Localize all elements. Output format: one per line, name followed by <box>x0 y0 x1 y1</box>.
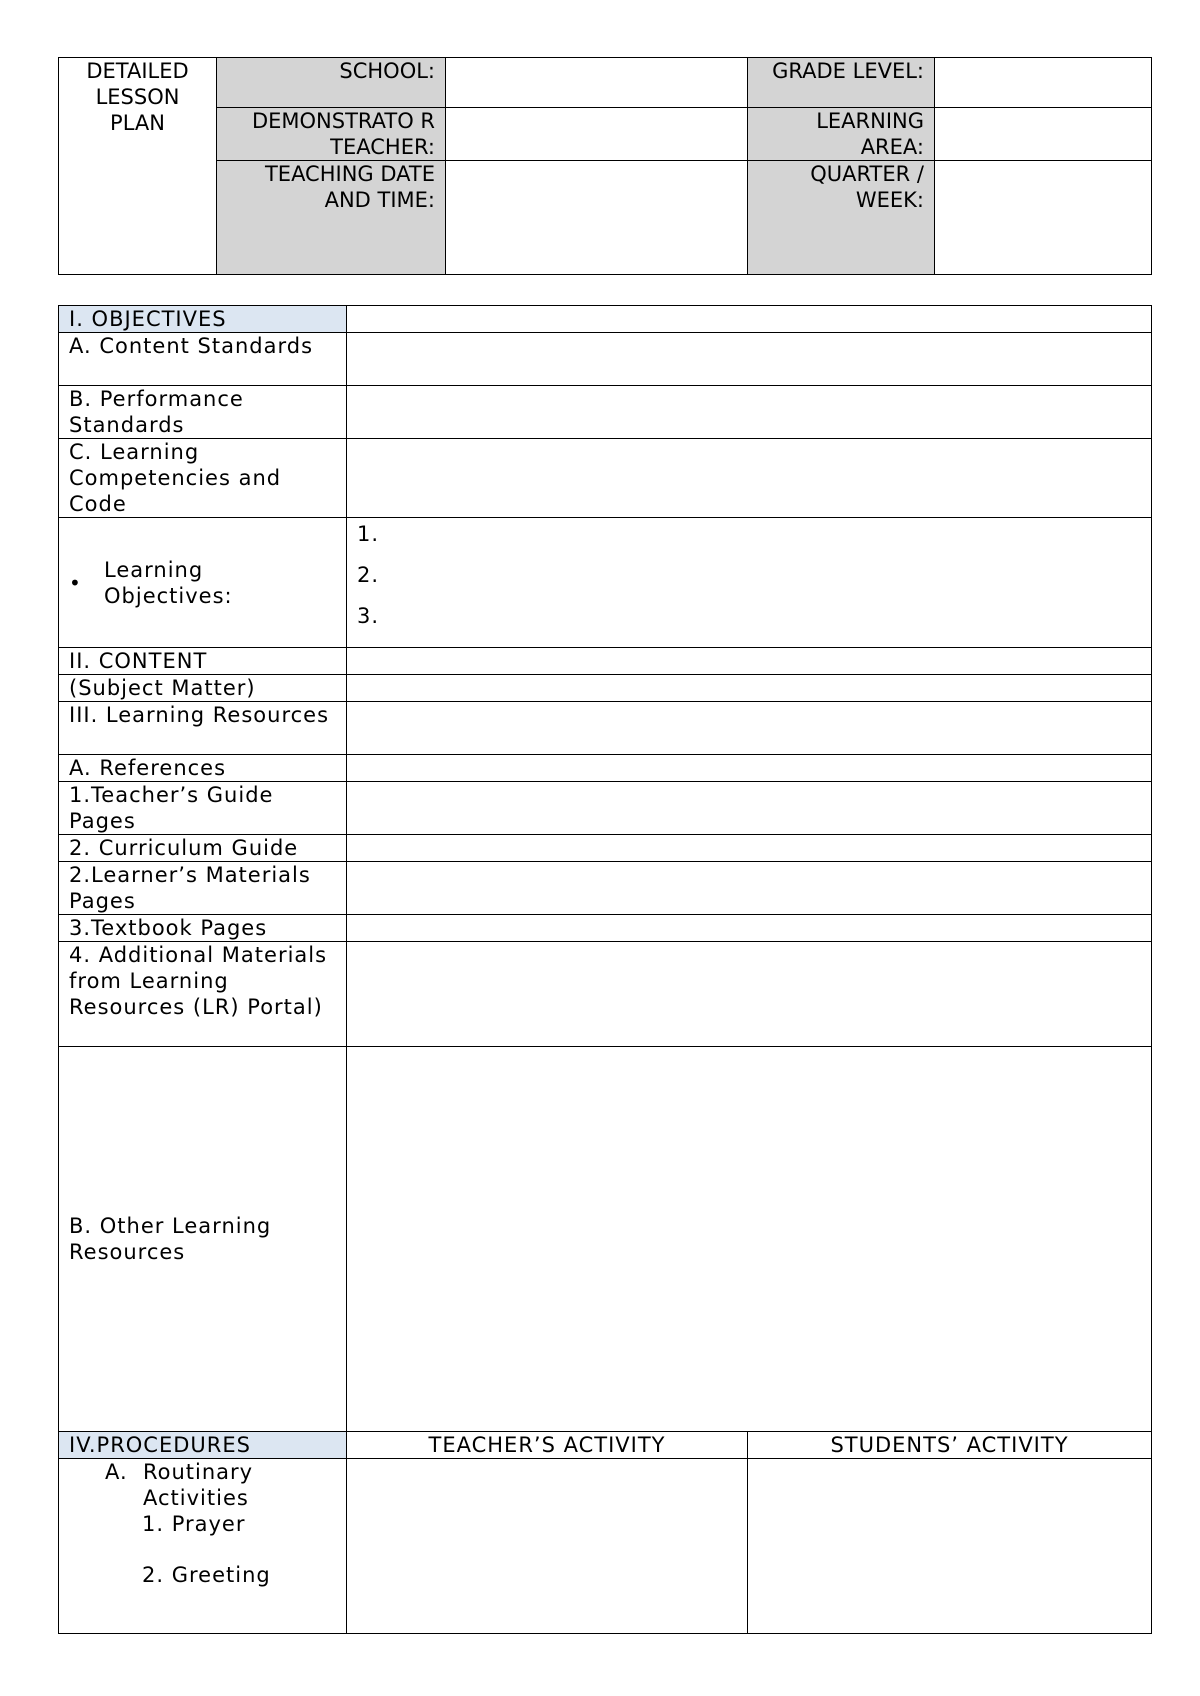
content-heading: II. CONTENT <box>59 648 347 675</box>
learning-area-field[interactable] <box>935 108 1152 161</box>
procedures-heading: IV.PROCEDURES <box>59 1432 347 1459</box>
quarter-week-label: QUARTER / WEEK: <box>748 161 935 275</box>
learners-materials-field[interactable] <box>347 862 1152 915</box>
teacher-activity-header: TEACHER’S ACTIVITY <box>347 1432 748 1459</box>
learning-area-label: LEARNING AREA: <box>748 108 935 161</box>
school-label: SCHOOL: <box>217 58 446 108</box>
prayer-item: 1. Prayer <box>142 1512 246 1536</box>
school-field[interactable] <box>446 58 748 108</box>
learning-objectives-cell <box>59 518 347 648</box>
teaching-date-label: TEACHING DATE AND TIME: <box>217 161 446 275</box>
students-activity-header: STUDENTS’ ACTIVITY <box>748 1432 1152 1459</box>
bullet-icon: • <box>69 570 82 595</box>
objective-number-2: 2. <box>357 563 380 587</box>
learning-objectives-label: Learning Objectives: <box>104 557 233 608</box>
teacher-field[interactable] <box>446 108 748 161</box>
objective-number-3: 3. <box>357 604 380 628</box>
teacher-activity-field[interactable] <box>347 1459 748 1634</box>
lesson-plan-body-table <box>58 305 1152 1634</box>
quarter-week-field[interactable] <box>935 161 1152 275</box>
objective-number-1: 1. <box>357 522 380 546</box>
references-field[interactable] <box>347 755 1152 782</box>
grade-level-label: GRADE LEVEL: <box>748 58 935 108</box>
routinary-text: Routinary Activities <box>143 1460 254 1510</box>
students-activity-field[interactable] <box>748 1459 1152 1634</box>
teachers-guide-label: 1.Teacher’s Guide Pages <box>59 782 347 835</box>
performance-standards-field[interactable] <box>347 386 1152 439</box>
greeting-item: 2. Greeting <box>142 1563 271 1587</box>
references-label: A. References <box>59 755 347 782</box>
teaching-date-field[interactable] <box>446 161 748 275</box>
subject-matter-label: (Subject Matter) <box>59 675 347 702</box>
other-resources-label: B. Other Learning Resources <box>59 1047 347 1432</box>
document-title: DETAILED LESSON PLAN <box>59 58 217 275</box>
routinary-letter: A. <box>105 1460 128 1484</box>
learners-materials-label: 2.Learner’s Materials Pages <box>59 862 347 915</box>
teacher-label: DEMONSTRATO R TEACHER: <box>217 108 446 161</box>
other-resources-field[interactable] <box>347 1047 1152 1432</box>
subject-matter-field[interactable] <box>347 675 1152 702</box>
additional-materials-label: 4. Additional Materials from Learning Resources (LR) Portal) <box>59 942 347 1047</box>
learning-objectives-field[interactable] <box>347 518 1152 648</box>
curriculum-guide-field[interactable] <box>347 835 1152 862</box>
routinary-activities-cell <box>59 1459 347 1634</box>
routinary-activities-label <box>69 1459 336 1511</box>
objectives-field[interactable] <box>347 306 1152 333</box>
learning-resources-heading: III. Learning Resources <box>59 702 347 755</box>
teachers-guide-field[interactable] <box>347 782 1152 835</box>
grade-level-field[interactable] <box>935 58 1152 108</box>
curriculum-guide-label: 2. Curriculum Guide <box>59 835 347 862</box>
content-field[interactable] <box>347 648 1152 675</box>
objectives-heading: I. OBJECTIVES <box>59 306 347 333</box>
competencies-field[interactable] <box>347 439 1152 518</box>
textbook-field[interactable] <box>347 915 1152 942</box>
lesson-plan-header-table <box>58 57 1152 275</box>
textbook-label: 3.Textbook Pages <box>59 915 347 942</box>
performance-standards-label: B. Performance Standards <box>59 386 347 439</box>
content-standards-field[interactable] <box>347 333 1152 386</box>
content-standards-label: A. Content Standards <box>59 333 347 386</box>
additional-materials-field[interactable] <box>347 942 1152 1047</box>
learning-resources-field[interactable] <box>347 702 1152 755</box>
competencies-label: C. Learning Competencies and Code <box>59 439 347 518</box>
